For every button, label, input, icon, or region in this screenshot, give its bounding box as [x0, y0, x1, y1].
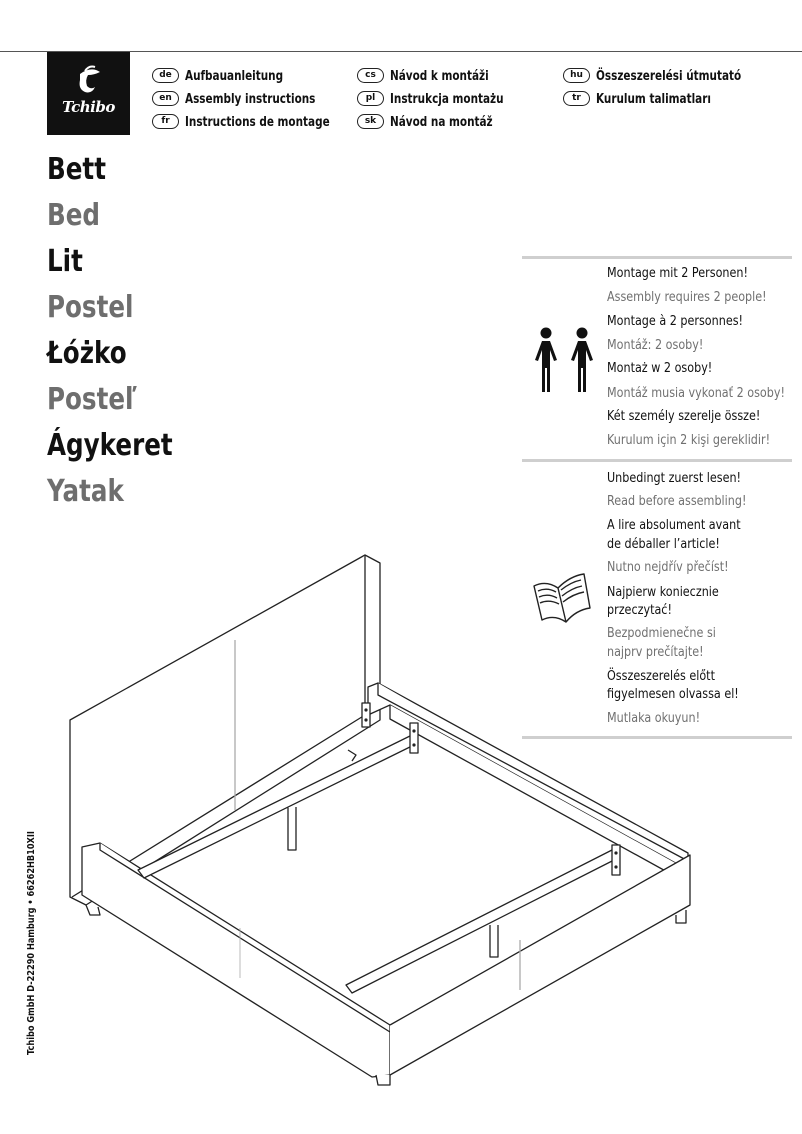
- lang-code-badge: de: [152, 68, 179, 83]
- persons-notice-de: Montage mit 2 Personen!: [607, 266, 748, 281]
- lang-code-badge: hu: [563, 68, 590, 83]
- divider-middle: [522, 459, 792, 462]
- lang-label: Kurulum talimatları: [596, 90, 711, 107]
- persons-notice-cs: Montáž: 2 osoby!: [607, 338, 704, 353]
- persons-notice-en: Assembly requires 2 people!: [607, 290, 767, 305]
- language-row-cs: [357, 64, 522, 87]
- lang-code-badge: fr: [152, 114, 179, 129]
- product-titles: [47, 150, 200, 518]
- persons-notice-fr: Montage à 2 personnes!: [607, 314, 744, 329]
- read-notice-cs: Nutno nejdřív přečíst!: [607, 560, 729, 575]
- persons-notice-sk: Montáž musia vykonať 2 osoby!: [607, 386, 785, 401]
- title-de: Bett: [47, 152, 106, 187]
- footer-vertical-text: Tchibo GmbH D-22290 Hamburg • 66262HB10XII: [26, 831, 37, 1055]
- persons-notice-tr: Kurulum için 2 kişi gereklidir!: [607, 433, 771, 448]
- lang-label: Návod k montáži: [390, 67, 489, 84]
- two-persons-icon: [530, 326, 600, 394]
- read-notice-hu-line2: figyelmesen olvassa el!: [607, 687, 739, 702]
- lang-label: Instrukcja montażu: [390, 90, 504, 107]
- read-notice-pl-line1: Najpierw koniecznie: [607, 585, 719, 600]
- lang-code-badge: sk: [357, 114, 384, 129]
- language-column-3: [563, 64, 765, 110]
- title-cs: Postel: [47, 290, 134, 325]
- persons-notice-hu: Két személy szerelje össze!: [607, 409, 761, 424]
- language-row-pl: [357, 87, 522, 110]
- title-sk: Posteľ: [47, 382, 137, 417]
- read-notice-tr: Mutlaka okuyun!: [607, 711, 701, 726]
- read-notice-fr-line1: A lire absolument avant: [607, 518, 741, 533]
- lang-code-badge: pl: [357, 91, 384, 106]
- language-row-hu: [563, 64, 765, 87]
- tchibo-logo: [47, 52, 130, 135]
- persons-notice-pl: Montaż w 2 osoby!: [607, 361, 713, 376]
- title-hu: Ágykeret: [47, 428, 173, 463]
- logo-wordmark: Tchibo: [62, 98, 115, 116]
- tchibo-cup-icon: [47, 52, 130, 135]
- lang-code-badge: cs: [357, 68, 384, 83]
- read-notice-en: Read before assembling!: [607, 494, 747, 509]
- lang-label: Aufbauanleitung: [185, 67, 284, 84]
- title-en: Bed: [47, 198, 101, 233]
- language-column-2: [357, 64, 522, 133]
- language-column-1: [152, 64, 353, 133]
- read-notice-sk-line2: najprv prečítajte!: [607, 645, 704, 660]
- lang-code-badge: en: [152, 91, 179, 106]
- language-row-sk: [357, 110, 522, 133]
- read-notice-de: Unbedingt zuerst lesen!: [607, 471, 742, 486]
- language-row-tr: [563, 87, 765, 110]
- language-row-en: [152, 87, 353, 110]
- language-row-fr: [152, 110, 353, 133]
- title-pl: Łóżko: [47, 336, 127, 371]
- lang-label: Összeszerelési útmutató: [596, 67, 742, 84]
- title-fr: Lit: [47, 244, 83, 279]
- bed-frame-illustration: [60, 545, 700, 1090]
- language-row-de: [152, 64, 353, 87]
- footer-vertical-address: [26, 782, 37, 1055]
- lang-label: Instructions de montage: [185, 113, 330, 130]
- lang-code-badge: tr: [563, 91, 590, 106]
- title-tr: Yatak: [47, 474, 124, 509]
- read-notice-fr-line2: de déballer l’article!: [607, 537, 720, 552]
- lang-label: Návod na montáž: [390, 113, 493, 130]
- read-notice-hu-line1: Összeszerelés előtt: [607, 669, 715, 684]
- read-notice-pl-line2: przeczytać!: [607, 603, 672, 618]
- divider-top: [522, 256, 792, 259]
- read-notice-sk-line1: Bezpodmienečne si: [607, 626, 716, 641]
- lang-label: Assembly instructions: [185, 90, 316, 107]
